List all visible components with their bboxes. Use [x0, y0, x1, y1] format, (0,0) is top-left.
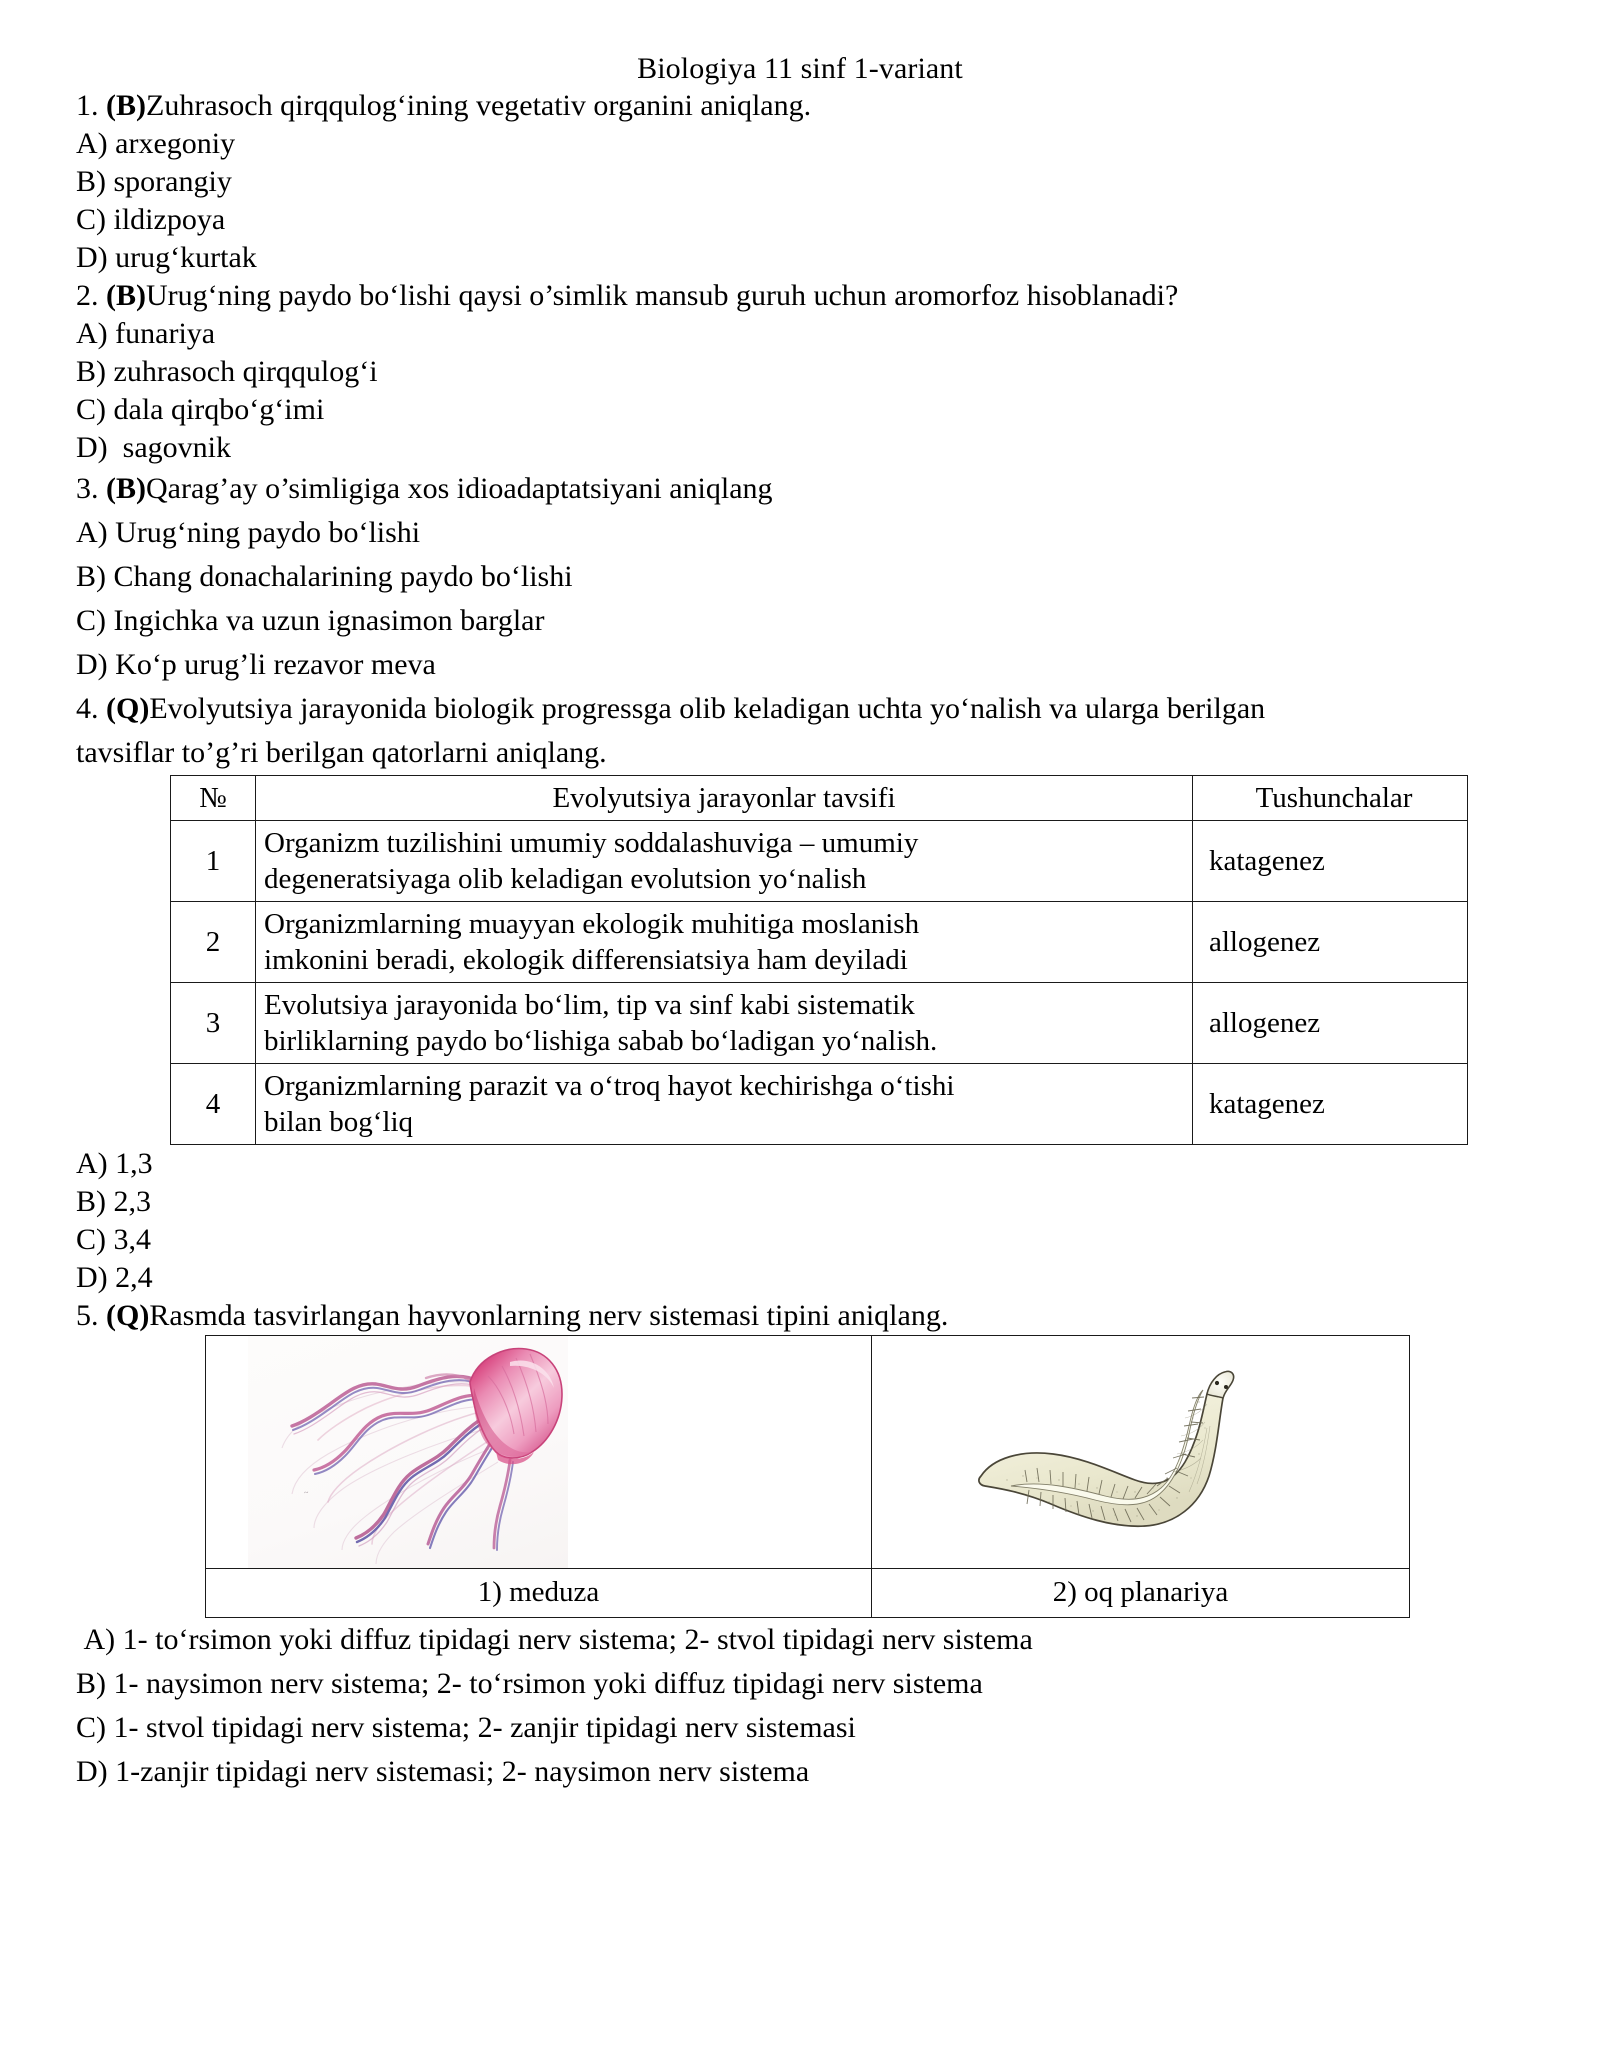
planarian-illustration [967, 1354, 1297, 1554]
page-title: Biologiya 11 sinf 1-variant [637, 52, 963, 85]
question-4-number: 4. [76, 691, 99, 725]
row-3-description-line-1: Evolutsiya jarayonida bo‘lim, tip va sinf kabi sistematik [264, 988, 915, 1021]
question-3-number: 3. [76, 471, 99, 505]
question-2-text: Urug‘ning paydo bo‘lishi qaysi o’simlik mansub guruh uchun aromorfoz hisoblanadi? [146, 278, 1179, 312]
concepts-table-wrapper [170, 775, 1440, 1145]
question-5-text: Rasmda tasvirlangan hayvonlarning nerv sistemasi tipini aniqlang. [149, 1298, 949, 1332]
row-2-description-line-2: imkonini beradi, ekologik differensiatsiya ham deyiladi [264, 943, 908, 976]
question-4-tag: (Q) [106, 691, 150, 725]
document-body [76, 87, 1570, 775]
table-row [171, 1063, 1468, 1144]
figure-table-wrapper [205, 1335, 1409, 1618]
row-3-description-line-2: birliklarning paydo bo‘lishiga sabab bo‘ladigan yo‘nalish. [264, 1024, 938, 1057]
question-3-option-b[interactable]: B) Chang donachalarining paydo bo‘lishi [76, 559, 573, 593]
question-1-option-a[interactable]: A) arxegoniy [76, 126, 236, 160]
question-4-option-a[interactable]: A) 1,3 [76, 1146, 153, 1180]
row-1-description-line-2: degeneratsiyaga olib keladigan evolutsion yo‘nalish [264, 862, 867, 895]
question-5-number: 5. [76, 1298, 99, 1332]
jellyfish-figure [206, 1336, 871, 1568]
row-4-description-line-1: Organizmlarning parazit va o‘troq hayot kechirishga o‘tishi [264, 1069, 955, 1102]
question-1-option-b[interactable]: B) sporangiy [76, 164, 232, 198]
question-2-number: 2. [76, 278, 99, 312]
row-4-description [256, 1063, 1193, 1144]
table-row [171, 820, 1468, 901]
question-1-option-d[interactable]: D) urug‘kurtak [76, 240, 257, 274]
question-4-text-line-2: tavsiflar to’g’ri berilgan qatorlarni aniqlang. [76, 735, 607, 769]
row-3-number: 3 [171, 982, 256, 1063]
header-number: № [171, 775, 256, 820]
row-1-description-line-1: Organizm tuzilishini umumiy soddalashuviga – umumiy [264, 826, 919, 859]
question-2-option-d[interactable]: D) sagovnik [76, 430, 231, 464]
question-3-tag: (B) [106, 471, 146, 505]
question-3-option-a[interactable]: A) Urug‘ning paydo bo‘lishi [76, 515, 421, 549]
question-4-text-line-1: Evolyutsiya jarayonida biologik progressga olib keladigan uchta yo‘nalish va ularga berilgan [149, 691, 1266, 725]
row-4-description-line-2: bilan bog‘liq [264, 1105, 414, 1138]
figure-table [205, 1335, 1410, 1618]
question-1-tag: (B) [106, 88, 146, 122]
jellyfish-svg [248, 1336, 568, 1568]
row-2-number: 2 [171, 901, 256, 982]
question-5-options [76, 1618, 1570, 1794]
row-2-concept: allogenez [1193, 901, 1468, 982]
question-4-option-b[interactable]: B) 2,3 [76, 1184, 151, 1218]
question-2-option-b[interactable]: B) zuhrasoch qirqqulog‘i [76, 354, 378, 388]
row-1-concept: katagenez [1193, 820, 1468, 901]
question-5-option-b[interactable]: B) 1- naysimon nerv sistema; 2- to‘rsimon yoki diffuz tipidagi nerv sistema [76, 1666, 983, 1700]
figure-caption-planariya: 2) oq planariya [872, 1568, 1410, 1617]
eyespot-left [1215, 1380, 1219, 1384]
question-1-prompt [76, 87, 1570, 125]
row-4-number: 4 [171, 1063, 256, 1144]
table-header-row [171, 775, 1468, 820]
row-2-description-line-1: Organizmlarning muayyan ekologik muhitiga moslanish [264, 907, 920, 940]
question-5-option-d[interactable]: D) 1-zanjir tipidagi nerv sistemasi; 2- naysimon nerv sistema [76, 1754, 810, 1788]
concepts-table [170, 775, 1468, 1145]
question-2-tag: (B) [106, 278, 146, 312]
figure-caption-row [206, 1568, 1410, 1617]
figure-caption-meduza: 1) meduza [206, 1568, 872, 1617]
question-2-option-c[interactable]: C) dala qirqbo‘g‘imi [76, 392, 325, 426]
planarian-svg [967, 1354, 1297, 1554]
figure-image-row [206, 1335, 1410, 1568]
table-row [171, 901, 1468, 982]
jellyfish-figure-cell [206, 1335, 872, 1568]
question-1-text: Zuhrasoch qirqqulog‘ining vegetativ organini aniqlang. [146, 88, 812, 122]
planaria-figure [872, 1336, 1409, 1568]
table-row [171, 982, 1468, 1063]
question-5-option-a[interactable]: A) 1- to‘rsimon yoki diffuz tipidagi nerv sistema; 2- stvol tipidagi nerv sistema [76, 1622, 1033, 1656]
question-2-prompt [76, 277, 1570, 315]
row-2-description [256, 901, 1193, 982]
row-4-concept: katagenez [1193, 1063, 1468, 1144]
question-5-tag: (Q) [106, 1298, 150, 1332]
header-description: Evolyutsiya jarayonlar tavsifi [256, 775, 1193, 820]
question-4-prompt [76, 687, 1570, 731]
jellyfish-illustration [248, 1336, 568, 1568]
row-3-concept: allogenez [1193, 982, 1468, 1063]
question-2-option-a[interactable]: A) funariya [76, 316, 216, 350]
question-1-option-c[interactable]: C) ildizpoya [76, 202, 226, 236]
row-1-description [256, 820, 1193, 901]
eyespot-right [1224, 1385, 1228, 1389]
jellyfish-bell [470, 1348, 562, 1464]
question-5-option-c[interactable]: C) 1- stvol tipidagi nerv sistema; 2- zanjir tipidagi nerv sistemasi [76, 1710, 856, 1744]
question-4-option-d[interactable]: D) 2,4 [76, 1260, 153, 1294]
row-1-number: 1 [171, 820, 256, 901]
document-body-continued [76, 1145, 1570, 1335]
question-1-number: 1. [76, 88, 99, 122]
row-3-description [256, 982, 1193, 1063]
question-3-option-c[interactable]: C) Ingichka va uzun ignasimon barglar [76, 603, 545, 637]
question-3-text: Qarag’ay o’simligiga xos idioadaptatsiyani aniqlang [146, 471, 773, 505]
question-4-option-c[interactable]: C) 3,4 [76, 1222, 151, 1256]
planaria-figure-cell [872, 1335, 1410, 1568]
header-concept: Tushunchalar [1193, 775, 1468, 820]
question-5-prompt [76, 1297, 1570, 1335]
artist-signature: ~ [303, 1487, 309, 1497]
question-3-prompt [76, 467, 1570, 511]
question-3-option-d[interactable]: D) Ko‘p urug’li rezavor meva [76, 647, 436, 681]
